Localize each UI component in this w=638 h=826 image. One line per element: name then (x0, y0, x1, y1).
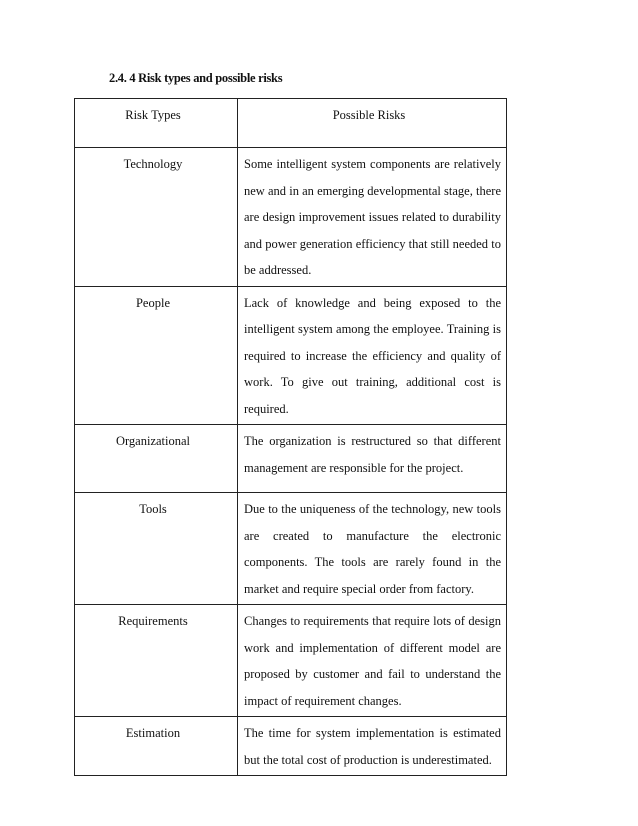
header-possible-risks: Possible Risks (238, 99, 507, 148)
risk-type-cell: Technology (75, 148, 238, 287)
header-risk-types: Risk Types (75, 99, 238, 148)
table-row (75, 148, 507, 287)
possible-risks-cell: Changes to requirements that require lots of design work and implementation of different model are proposed by customer and fail to understand the impact of requirement changes. (238, 605, 507, 717)
section-heading: 2.4. 4 Risk types and possible risks (109, 71, 283, 85)
possible-risks-cell: The time for system implementation is estimated but the total cost of production is underestimated. (238, 717, 507, 776)
risk-type-cell: Requirements (75, 605, 238, 717)
possible-risks-cell: The organization is restructured so that different management are responsible for the project. (238, 425, 507, 493)
possible-risks-cell: Lack of knowledge and being exposed to the intelligent system among the employee. Training is required to increase the efficiency and quality of work. To give out training, additional cost is required. (238, 286, 507, 425)
table-row (75, 425, 507, 493)
possible-risks-cell: Due to the uniqueness of the technology, new tools are created to manufacture the electronic components. The tools are rarely found in the market and require special order from factory. (238, 493, 507, 605)
risk-type-cell: Estimation (75, 717, 238, 776)
table-row (75, 605, 507, 717)
risk-type-cell: People (75, 286, 238, 425)
risk-type-cell: Tools (75, 493, 238, 605)
risk-type-cell: Organizational (75, 425, 238, 493)
possible-risks-cell: Some intelligent system components are relatively new and in an emerging developmental stage, there are design improvement issues related to durability and power generation efficiency that still needed to be addressed. (238, 148, 507, 287)
risk-table (74, 98, 507, 776)
table-row (75, 717, 507, 776)
table-row (75, 286, 507, 425)
table-header-row (75, 99, 507, 148)
table-row (75, 493, 507, 605)
